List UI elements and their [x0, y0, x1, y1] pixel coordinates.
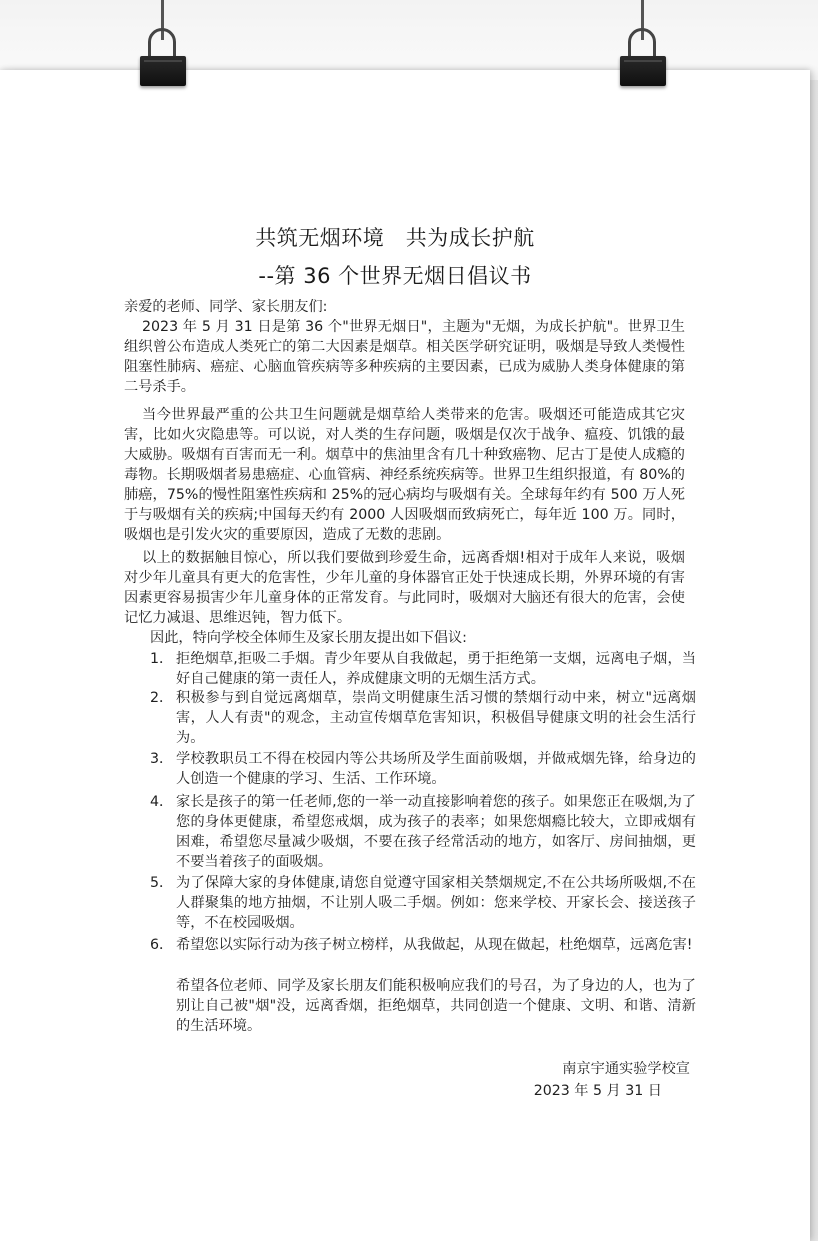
item-text: 拒绝烟草,拒吸二手烟。青少年要从自我做起，勇于拒绝第一支烟，远离电子烟，当好自己健康的第一责任人，养成健康文明的无烟生活方式。 — [176, 651, 696, 687]
item-number: 2． — [150, 690, 174, 706]
item-text: 学校教职员工不得在校园内等公共场所及学生面前吸烟，并做戒烟先锋，给身边的人创造一个健康的学习、生活、工作环境。 — [176, 751, 696, 787]
binder-clip-left-icon — [138, 0, 188, 90]
item-text: 积极参与到自觉远离烟草，崇尚文明健康生活习惯的禁烟行动中来，树立"远离烟害，人人有责"的观念，主动宣传烟草危害知识，积极倡导健康文明的社会生活行为。 — [176, 690, 696, 746]
document-title: 共筑无烟环境 共为成长护航 — [255, 226, 535, 250]
document-subtitle: --第 36 个世界无烟日倡议书 — [258, 264, 532, 288]
signature: 南京宇通实验学校宣 — [562, 1061, 690, 1077]
paragraph-3: 以上的数据触目惊心，所以我们要做到珍爱生命，远离香烟!相对于成年人来说，吸烟对少年儿童具有更大的危害性，少年儿童的身体器官正处于快速成长期，外界环境的有害因素更容易损害少年儿童身体的正常发育。与此同时，吸烟对大脑还有很大的危害，会使记忆力减退、思维迟钝，智力低下。 — [124, 550, 685, 626]
binder-clip-right-icon — [618, 0, 668, 90]
paragraph-2: 当今世界最严重的公共卫生问题就是烟草给人类带来的危害。吸烟还可能造成其它灾害，比如火灾隐患等。可以说，对人类的生存问题，吸烟是仅次于战争、瘟疫、饥饿的最大威胁。吸烟有百害而无一利。烟草中的焦油里含有几十种致癌物、尼古丁是使人成瘾的毒物。长期吸烟者易患癌症、心血管病、神经系统疾病等。世界卫生组织报道，有 80%的肺癌，75%的慢性阻塞性疾病和 25%的冠心病均与吸烟有关。全球每年约有 500 万人死于与吸烟有关的疾病;中国每天约有 2000 人因吸烟而致病死亡，每年近 100 万。同时，吸烟也是引发火灾的重要原因，造成了无数的悲剧。 — [124, 407, 685, 543]
item-number: 1． — [150, 651, 174, 667]
item-number: 4． — [150, 794, 174, 810]
item-text: 希望您以实际行动为孩子树立榜样，从我做起，从现在做起，杜绝烟草，远离危害! — [176, 937, 693, 953]
top-shade — [0, 0, 818, 80]
item-text: 家长是孩子的第一任老师,您的一举一动直接影响着您的孩子。如果您正在吸烟,为了您的身体更健康，希望您戒烟，成为孩子的表率；如果您烟瘾比较大，立即戒烟有困难，希望您尽量减少吸烟，不要在孩子经常活动的地方，如客厅、房间抽烟，更不要当着孩子的面吸烟。 — [176, 794, 696, 870]
item-number: 6． — [150, 937, 174, 953]
greeting: 亲爱的老师、同学、家长朋友们: — [124, 299, 328, 315]
item-number: 3． — [150, 751, 174, 767]
signature-date: 2023 年 5 月 31 日 — [533, 1083, 662, 1099]
item-text: 为了保障大家的身体健康,请您自觉遵守国家相关禁烟规定,不在公共场所吸烟,不在人群聚集的地方抽烟，不让别人吸二手烟。例如：您来学校、开家长会、接送孩子等，不在校园吸烟。 — [176, 875, 696, 931]
closing-paragraph: 希望各位老师、同学及家长朋友们能积极响应我们的号召，为了身边的人，也为了别让自己被"烟"没，远离香烟，拒绝烟草，共同创造一个健康、文明、和谐、清新的生活环境。 — [176, 978, 696, 1034]
paragraph-1: 2023 年 5 月 31 日是第 36 个"世界无烟日"，主题为"无烟，为成长护航"。世界卫生组织曾公布造成人类死亡的第二大因素是烟草。相关医学研究证明，吸烟是导致人类慢性阻塞性肺病、癌症、心脑血管疾病等多种疾病的主要因素，已成为威胁人类身体健康的第二号杀手。 — [124, 319, 685, 395]
proposal-intro: 因此，特向学校全体师生及家长朋友提出如下倡议: — [150, 630, 467, 646]
item-number: 5． — [150, 875, 174, 891]
